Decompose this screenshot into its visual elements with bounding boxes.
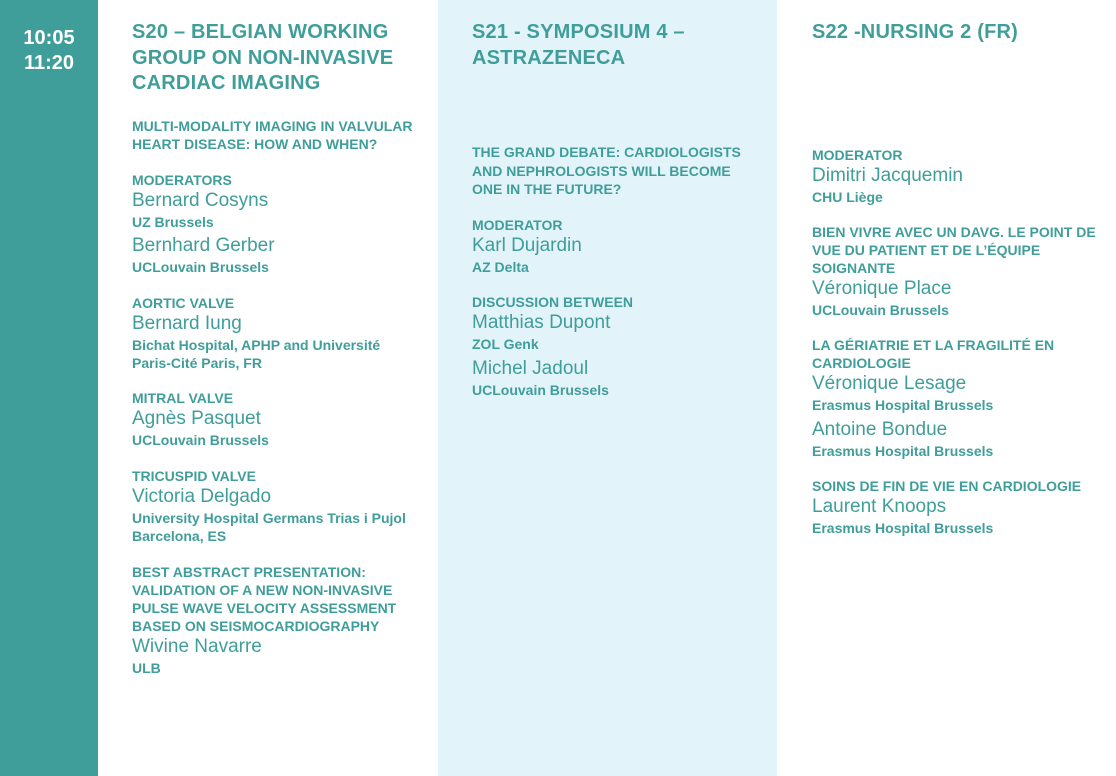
start-time: 10:05 <box>23 27 75 49</box>
moderator-label: MODERATOR <box>812 146 903 163</box>
session-topic: THE GRAND DEBATE: CARDIOLOGISTS AND NEPHROLOGISTS WILL BECOME ONE IN THE FUTURE? <box>472 144 741 198</box>
discussant-institution: ZOL Genk <box>472 336 539 353</box>
time-column <box>0 0 98 776</box>
moderator-name: Bernard Cosyns <box>132 189 269 211</box>
session-title: S21 - SYMPOSIUM 4 – ASTRAZENECA <box>472 21 685 69</box>
session-title: S20 – BELGIAN WORKING GROUP ON NON-INVASIVE CARDIAC IMAGING <box>132 21 394 94</box>
talk-title: AORTIC VALVE <box>132 294 235 311</box>
talk-title: BEST ABSTRACT PRESENTATION: VALIDATION OF A NEW NON-INVASIVE PULSE WAVE VELOCITY ASSESSMENT BASED ON SEISMOCARDIOGRAPHY <box>132 563 397 634</box>
speaker-institution: UCLouvain Brussels <box>812 301 949 318</box>
moderators-label: MODERATORS <box>132 171 232 188</box>
speaker-institution: Erasmus Hospital Brussels <box>812 520 994 537</box>
speaker-institution: UCLouvain Brussels <box>132 432 269 449</box>
speaker-name: Antoine Bondue <box>812 418 948 440</box>
speaker-name: Véronique Lesage <box>812 373 967 395</box>
speaker-institution: Erasmus Hospital Brussels <box>812 397 994 414</box>
talk-title: BIEN VIVRE AVEC UN DAVG. LE POINT DE VUE DU PATIENT ET DE L’ÉQUIPE SOIGNANTE <box>812 223 1096 276</box>
session-topic: MULTI-MODALITY IMAGING IN VALVULAR HEART DISEASE: HOW AND WHEN? <box>132 117 413 153</box>
moderator-name: Bernhard Gerber <box>132 235 275 257</box>
speaker-name: Agnès Pasquet <box>132 408 261 430</box>
speaker-institution: ULB <box>132 659 161 676</box>
moderator-institution: UZ Brussels <box>132 213 214 230</box>
speaker-name: Bernard Iung <box>132 312 242 334</box>
session-s20 <box>98 0 438 776</box>
speaker-name: Véronique Place <box>812 277 952 299</box>
session-title: S22 -NURSING 2 (FR) <box>812 21 1019 43</box>
talk-title: TRICUSPID VALVE <box>132 467 256 484</box>
session-s21 <box>438 0 777 776</box>
talk-title: SOINS DE FIN DE VIE EN CARDIOLOGIE <box>812 478 1082 495</box>
talk-title: MITRAL VALVE <box>132 390 234 407</box>
moderator-institution: UCLouvain Brussels <box>132 259 269 276</box>
session-s22 <box>777 0 1116 776</box>
moderator-institution: CHU Liège <box>812 188 883 205</box>
speaker-name: Laurent Knoops <box>812 496 947 518</box>
end-time: 11:20 <box>23 52 75 74</box>
moderator-name: Karl Dujardin <box>472 234 582 256</box>
speaker-institution: University Hospital Germans Trias i Pujol Barcelona, ES <box>132 509 406 545</box>
speaker-institution: Erasmus Hospital Brussels <box>812 442 994 459</box>
moderator-name: Dimitri Jacquemin <box>812 164 963 186</box>
moderator-label: MODERATOR <box>472 216 563 233</box>
discussion-label: DISCUSSION BETWEEN <box>472 294 634 311</box>
speaker-name: Wivine Navarre <box>132 635 262 657</box>
moderator-institution: AZ Delta <box>472 258 529 275</box>
speaker-institution: Bichat Hospital, APHP and Université Paris-Cité Paris, FR <box>132 336 381 371</box>
speaker-name: Victoria Delgado <box>132 485 272 507</box>
talk-title: LA GÉRIATRIE ET LA FRAGILITÉ EN CARDIOLOGIE <box>812 337 1055 372</box>
discussant-name: Matthias Dupont <box>472 312 611 334</box>
discussant-name: Michel Jadoul <box>472 357 589 379</box>
discussant-institution: UCLouvain Brussels <box>472 381 609 398</box>
